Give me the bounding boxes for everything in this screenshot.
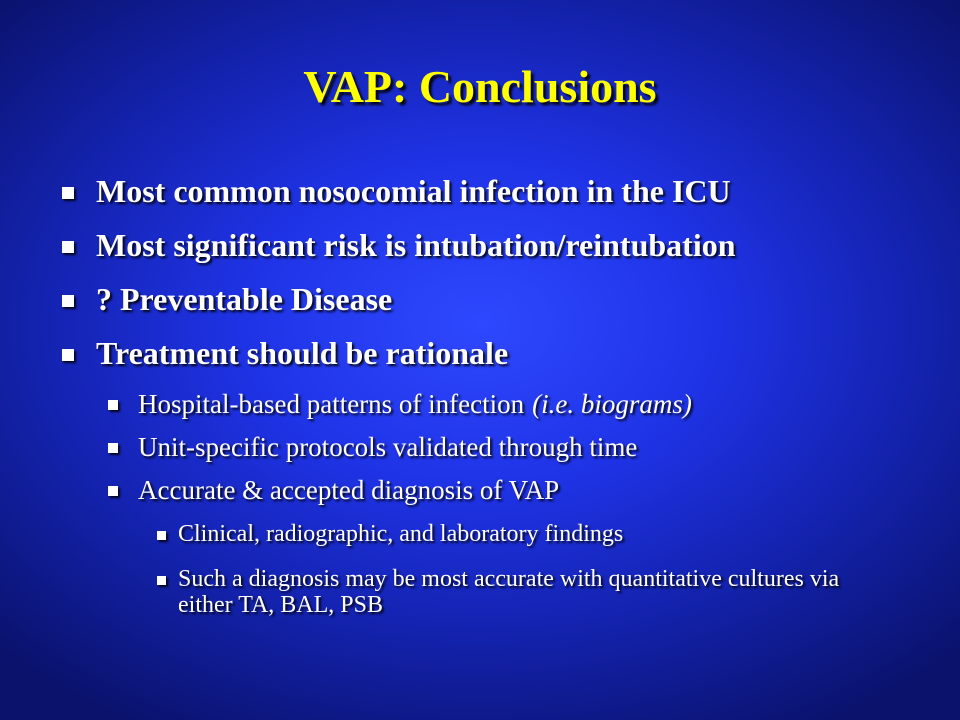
bullet-item [96, 283, 936, 317]
sub-bullet-item [138, 390, 938, 418]
bullet-item [96, 337, 936, 371]
sub-bullet-text: Unit-specific protocols validated through time [138, 432, 638, 462]
square-bullet-icon [108, 486, 118, 496]
square-bullet-icon [108, 443, 118, 453]
sub-bullet-text: Hospital-based patterns of infection [138, 389, 525, 419]
square-bullet-icon [108, 400, 118, 410]
slide-title: VAP: Conclusions [303, 61, 657, 112]
bullet-item [96, 229, 936, 263]
sub-sub-bullet-item [178, 567, 898, 619]
sub-bullet-item [138, 433, 938, 461]
square-bullet-icon [157, 531, 166, 540]
square-bullet-icon [62, 241, 74, 253]
bullet-text: Most significant risk is intubation/reintubation [96, 227, 736, 263]
bullet-item [96, 175, 936, 209]
square-bullet-icon [157, 576, 166, 585]
square-bullet-icon [62, 349, 74, 361]
sub-bullet-note: (i.e. biograms) [532, 389, 692, 419]
sub-sub-bullet-text: Clinical, radiographic, and laboratory findings [178, 521, 624, 547]
bullet-text: Most common nosocomial infection in the ICU [96, 173, 731, 209]
sub-sub-bullet-text: Such a diagnosis may be most accurate with quantitative cultures via either TA, BAL, PSB [178, 566, 840, 618]
sub-bullet-text: Accurate & accepted diagnosis of VAP [138, 475, 560, 505]
square-bullet-icon [62, 187, 74, 199]
bullet-text: ? Preventable Disease [96, 281, 393, 317]
square-bullet-icon [62, 295, 74, 307]
sub-bullet-item [138, 476, 938, 504]
sub-sub-bullet-item [178, 522, 898, 548]
bullet-text: Treatment should be rationale [96, 335, 509, 371]
